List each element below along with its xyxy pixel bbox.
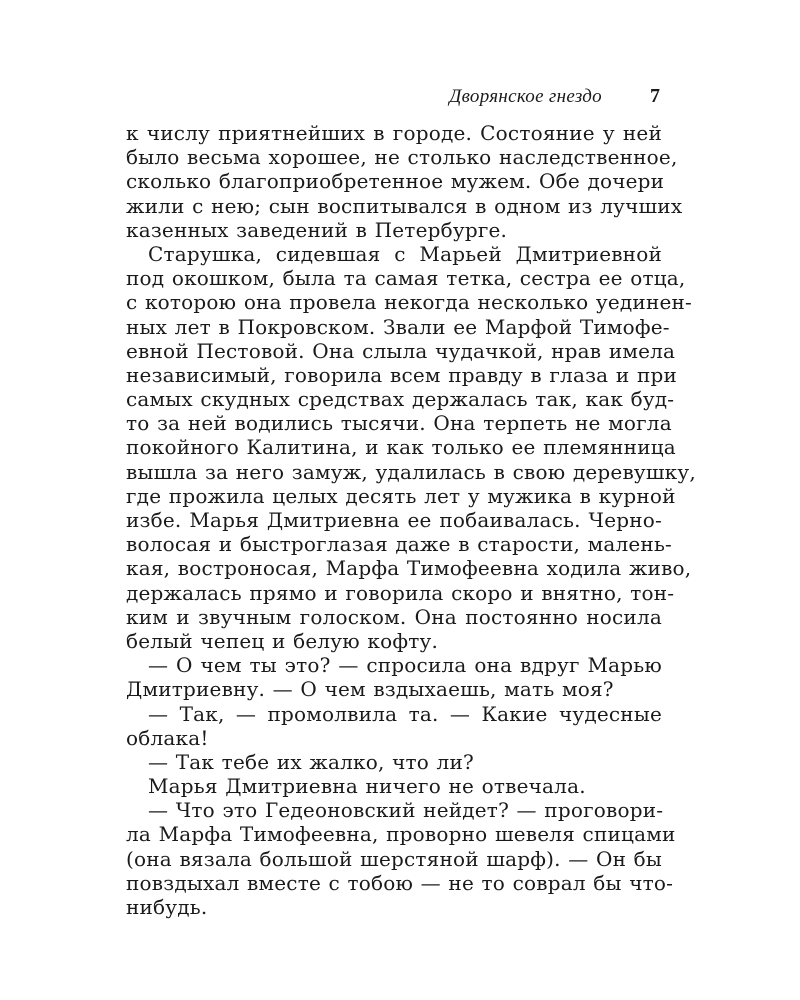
text-line: нибудь. [126, 895, 208, 919]
text-line: — О чем ты это? — спросила она вдруг Марью [148, 653, 662, 678]
running-title: Дворянское гнездо [449, 86, 602, 107]
text-line: — Так, — промолвила та. — Какие чудесные [148, 701, 662, 726]
text-line: (она вязала большой шерстяной шарф). — Он бы [126, 846, 663, 871]
text-line: было весьма хорошее, не столько наследственное, [126, 145, 678, 170]
text-line: держалась прямо и говорила скоро и внятно, тон- [126, 580, 675, 605]
body-text [126, 121, 696, 919]
text-line: сколько благоприобретенное мужем. Обе дочери [126, 169, 665, 194]
text-line: — Так тебе их жалко, что ли? [148, 749, 474, 774]
text-line: избе. Марья Дмитриевна ее побаивалась. Черно- [126, 508, 662, 532]
page-number: 7 [650, 85, 660, 107]
text-line: кая, востроносая, Марфа Тимофеевна ходила живо, [126, 556, 692, 581]
running-head [128, 86, 668, 112]
text-line: евной Пестовой. Она слыла чудачкой, нрав имела [126, 338, 676, 363]
text-line: к числу приятнейших в городе. Состояние у ней [126, 121, 662, 145]
text-line: где прожила целых десять лет у мужика в курной [126, 483, 676, 508]
text-line: белый чепец и белую кофту. [126, 628, 439, 653]
text-line: вышла за него замуж, удалилась в свою деревушку, [126, 459, 696, 484]
text-line: ким и звучным голоском. Она постоянно носила [126, 604, 662, 629]
text-line: то за ней водились тысячи. Она терпеть не могла [126, 411, 672, 436]
text-line: независимый, говорила всем правду в глаза и при [126, 362, 678, 387]
text-line: повздыхал вместе с тобою — не то соврал бы что- [126, 870, 674, 895]
text-line: казенных заведений в Петербурге. [126, 217, 508, 242]
text-line: ных лет в Покровском. Звали ее Марфой Тимофе- [126, 314, 670, 339]
text-line: самых скудных средствах держалась так, как буд- [126, 387, 675, 412]
text-line: под окошком, была та самая тетка, сестра ее отца, [126, 266, 686, 291]
text-line: Старушка, сидевшая с Марьей Дмитриевной [148, 241, 662, 266]
text-line: Дмитриевну. — О чем вздыхаешь, мать моя? [126, 677, 614, 702]
text-line: волосая и быстроглазая даже в старости, малень- [126, 532, 673, 557]
text-line: покойного Калитина, и как только ее племянница [126, 435, 676, 460]
text-line: — Что это Гедеоновский нейдет? — проговори- [148, 798, 664, 823]
text-line: ла Марфа Тимофеевна, проворно шевеля спицами [126, 822, 676, 847]
text-line: с которою она провела некогда несколько уединен- [126, 290, 693, 315]
text-line: жили с нею; сын воспитывался в одном из лучших [126, 193, 683, 218]
text-line: облака! [126, 725, 209, 750]
text-line: Марья Дмитриевна ничего не отвечала. [148, 774, 586, 799]
